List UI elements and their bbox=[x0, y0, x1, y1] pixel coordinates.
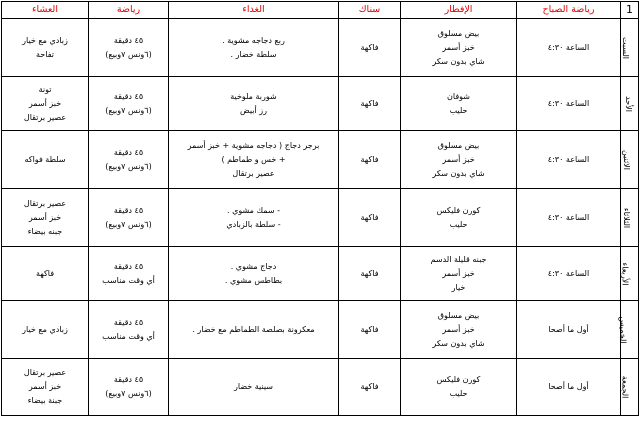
plan-row-friday bbox=[2, 359, 639, 416]
header-breakfast: الإفطار bbox=[401, 2, 517, 19]
lunch-item: بطاطس مشوي . bbox=[224, 275, 283, 285]
day-label bbox=[621, 189, 639, 247]
day-name: الجمعة bbox=[620, 375, 630, 399]
day-name: الثلاثاء bbox=[621, 207, 631, 228]
dinner-cell bbox=[2, 301, 89, 359]
breakfast-item: بيض مسلوق bbox=[437, 28, 480, 38]
dinner-item: تونة bbox=[38, 84, 52, 94]
header-number: 1 bbox=[621, 2, 639, 19]
lunch-item: برجر دجاج ( دجاجه مشوية + خبز أسمر bbox=[187, 140, 320, 150]
morning-exercise-cell: الساعة ٤:٣٠ bbox=[517, 77, 621, 131]
lunch-cell bbox=[169, 131, 339, 189]
lunch-item: + خس و طماطم ) bbox=[221, 154, 286, 164]
breakfast-cell bbox=[401, 189, 517, 247]
dinner-cell bbox=[2, 19, 89, 77]
breakfast-item: جبنه قليلة الدسم bbox=[430, 254, 487, 264]
snack-cell: فاكهة bbox=[339, 301, 401, 359]
day-label bbox=[621, 77, 639, 131]
sport-item: ٤٥ دقيقة bbox=[113, 317, 144, 327]
breakfast-item: حليب bbox=[449, 219, 468, 229]
breakfast-cell bbox=[401, 301, 517, 359]
plan-row-sunday bbox=[2, 77, 639, 131]
sport-item: ٤٥ دقيقة bbox=[113, 91, 144, 101]
lunch-item: معكرونة بصلصة الطماطم مع خضار . bbox=[192, 324, 315, 334]
lunch-item: - سمك مشوي . bbox=[227, 205, 280, 215]
weekly-plan-table bbox=[1, 1, 639, 416]
sport-cell bbox=[89, 19, 169, 77]
dinner-item: سلطة فواكه bbox=[24, 154, 66, 164]
sport-item: (٦ونس ٧وبيع) bbox=[105, 389, 152, 398]
dinner-item: جبنه بيضاء bbox=[27, 226, 63, 236]
lunch-cell bbox=[169, 359, 339, 416]
dinner-cell bbox=[2, 77, 89, 131]
breakfast-cell bbox=[401, 131, 517, 189]
dinner-item: خبز أسمر bbox=[28, 212, 62, 222]
sport-cell bbox=[89, 77, 169, 131]
plan-row-saturday bbox=[2, 19, 639, 77]
lunch-item: شوربة ملوخية bbox=[230, 91, 277, 101]
sport-item: أي وقت مناسب bbox=[102, 275, 155, 285]
dinner-item: خبز أسمر bbox=[28, 98, 62, 108]
sport-item: (٦ونس ٧وبيع) bbox=[105, 161, 152, 171]
dinner-item: زبادي مع خيار bbox=[22, 324, 68, 334]
lunch-item: عصير برتقال bbox=[232, 168, 275, 178]
sport-item: (٦ونس ٧وبيع) bbox=[105, 49, 152, 59]
dinner-cell bbox=[2, 247, 89, 301]
morning-exercise-cell: الساعة ٤:٣٠ bbox=[517, 19, 621, 77]
breakfast-item: بيض مسلوق bbox=[437, 310, 480, 320]
lunch-item: سلطة خضار . bbox=[230, 49, 277, 59]
header-snack: سناك bbox=[339, 2, 401, 19]
plan-row-tuesday bbox=[2, 189, 639, 247]
breakfast-item: شوفان bbox=[447, 91, 470, 101]
morning-exercise-cell: الساعة ٤:٣٠ bbox=[517, 131, 621, 189]
sport-cell bbox=[89, 189, 169, 247]
breakfast-item: كورن فليكس bbox=[436, 375, 481, 384]
day-label bbox=[621, 359, 639, 416]
breakfast-cell bbox=[401, 19, 517, 77]
breakfast-item: بيض مسلوق bbox=[437, 140, 480, 150]
breakfast-item: خبز أسمر bbox=[442, 154, 475, 164]
plan-row-thursday bbox=[2, 301, 639, 359]
lunch-item: ربع دجاجه مشوية . bbox=[222, 35, 285, 45]
breakfast-item: خبز أسمر bbox=[442, 324, 475, 334]
snack-cell: فاكهة bbox=[339, 247, 401, 301]
breakfast-item: شاي بدون سكر bbox=[432, 168, 485, 178]
sport-item: ٤٥ دقيقة bbox=[113, 147, 144, 157]
dinner-item: تفاحة bbox=[36, 49, 54, 59]
snack-cell: فاكهة bbox=[339, 359, 401, 416]
sport-item: أي وقت مناسب bbox=[102, 331, 155, 341]
snack-cell: فاكهة bbox=[339, 131, 401, 189]
lunch-cell bbox=[169, 189, 339, 247]
day-name: السبت bbox=[620, 36, 630, 59]
header-row bbox=[2, 2, 639, 19]
breakfast-item: حليب bbox=[449, 105, 468, 115]
breakfast-item: حليب bbox=[449, 389, 468, 398]
day-label bbox=[621, 19, 639, 77]
sport-cell bbox=[89, 301, 169, 359]
sport-item: ٤٥ دقيقة bbox=[113, 261, 144, 271]
snack-cell: فاكهة bbox=[339, 189, 401, 247]
dinner-item: زبادي مع خيار bbox=[22, 35, 68, 45]
lunch-item: - سلطة بالزبادي bbox=[226, 219, 281, 229]
day-label bbox=[618, 301, 639, 359]
plan-row-monday bbox=[2, 131, 639, 189]
sport-cell bbox=[89, 359, 169, 416]
sport-item: ٤٥ دقيقة bbox=[113, 375, 144, 384]
lunch-item: دجاج مشوي . bbox=[230, 261, 277, 271]
breakfast-item: شاي بدون سكر bbox=[432, 338, 485, 348]
lunch-item: سينية خضار bbox=[234, 382, 273, 391]
breakfast-item: خبز أسمر bbox=[442, 42, 475, 52]
breakfast-cell bbox=[401, 247, 517, 301]
dinner-item: خبز أسمر bbox=[28, 382, 62, 391]
lunch-cell bbox=[169, 247, 339, 301]
sport-cell bbox=[89, 247, 169, 301]
day-name: الخميس bbox=[618, 315, 628, 344]
morning-exercise-cell: أول ما أصحا bbox=[517, 301, 621, 359]
dinner-item: عصير برتقال bbox=[23, 112, 67, 122]
day-name: الاثنين bbox=[622, 149, 632, 170]
lunch-cell bbox=[169, 77, 339, 131]
breakfast-item: خبز أسمر bbox=[442, 268, 475, 278]
snack-cell: فاكهة bbox=[339, 77, 401, 131]
day-name: الأربعاء bbox=[620, 262, 630, 285]
dinner-cell bbox=[2, 359, 89, 416]
lunch-cell bbox=[169, 19, 339, 77]
header-morning-exercise: رياضة الصباح bbox=[517, 2, 621, 19]
breakfast-item: خيار bbox=[451, 282, 466, 292]
morning-exercise-cell: الساعة ٤:٣٠ bbox=[517, 189, 621, 247]
sport-item: ٤٥ دقيقة bbox=[113, 205, 144, 215]
dinner-cell bbox=[2, 189, 89, 247]
dinner-cell bbox=[2, 131, 89, 189]
snack-cell: فاكهة bbox=[339, 19, 401, 77]
lunch-cell bbox=[169, 301, 339, 359]
dinner-item: فاكهة bbox=[35, 268, 55, 278]
sport-item: (٦ونس ٧وبيع) bbox=[105, 219, 152, 229]
header-dinner: العشاء bbox=[2, 2, 89, 19]
dinner-item: عصير برتقال bbox=[23, 368, 67, 377]
header-sport: رياضة bbox=[89, 2, 169, 19]
day-name: الأحد bbox=[624, 95, 634, 112]
sport-item: ٤٥ دقيقة bbox=[113, 35, 144, 45]
dinner-item: عصير برتقال bbox=[23, 198, 67, 208]
dinner-item: جبنة بيضاء bbox=[27, 396, 63, 405]
morning-exercise-cell: أول ما أصحا bbox=[517, 359, 621, 416]
day-label bbox=[621, 131, 639, 189]
sport-item: (٦ونس ٧وبيع) bbox=[105, 105, 152, 115]
lunch-item: رز أبيض bbox=[240, 105, 267, 115]
plan-row-wednesday bbox=[2, 247, 639, 301]
day-label bbox=[621, 247, 639, 301]
breakfast-cell bbox=[401, 359, 517, 416]
breakfast-item: شاي بدون سكر bbox=[432, 56, 485, 66]
breakfast-item: كورن فليكس bbox=[436, 205, 481, 215]
header-lunch: الغداء bbox=[169, 2, 339, 19]
breakfast-cell bbox=[401, 77, 517, 131]
morning-exercise-cell: الساعة ٤:٣٠ bbox=[517, 247, 621, 301]
sport-cell bbox=[89, 131, 169, 189]
